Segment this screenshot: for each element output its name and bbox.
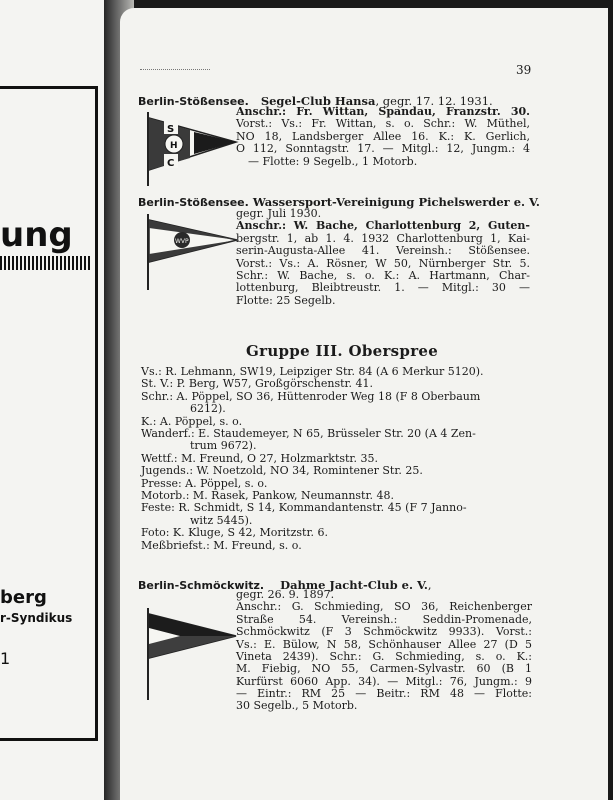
left-page-fragment-3: 1 (0, 649, 11, 668)
roster-line-15: Meßbriefst.: M. Freund, s. o. (141, 538, 302, 552)
roster-line-8: Wettf.: M. Freund, O 27, Holzmarktstr. 35. (141, 451, 378, 465)
roster-line-3: Schr.: A. Pöppel, SO 36, Hüttenroder Weg 18 (F 8 Oberbaum (141, 389, 481, 403)
roster-line-5: K.: A. Pöppel, s. o. (141, 414, 243, 428)
club1-burgee-flag (140, 108, 240, 188)
roster-line-12: Feste: R. Schmidt, S 14, Kommandantenstr. 45 (F 7 Janno- (141, 501, 467, 515)
club1-line-3: NO 18, Landsberger Allee 16. K.: K. Gerlich, (236, 129, 530, 143)
group-title: Gruppe III. Oberspree (246, 342, 439, 360)
club3-line-3: Straße 54. Vereinsh.: Seddin-Promenade, (236, 612, 532, 626)
club1-flag-letter-c: C (167, 158, 175, 169)
club3-name: Dahme Jacht-Club e. V. (280, 578, 428, 592)
club3-name-suffix: , (427, 578, 432, 592)
club3-line-4: Schmöckwitz (F 3 Schmöckwitz 9933). Vorst.: (236, 625, 532, 639)
club3-line-5: Vs.: E. Bülow, N 58, Schönhauser Allee 27 (D 5 (236, 637, 532, 651)
pencil-mark (140, 69, 210, 71)
club3-burgee-flag (140, 606, 240, 702)
club1-founded: , gegr. 17. 12. 1931. (375, 94, 493, 108)
club3-place: Berlin-Schmöckwitz. (138, 579, 265, 592)
club2-flag-monogram: WVP (175, 238, 189, 245)
club3-line-2: Anschr.: G. Schmieding, SO 36, Reichenberger (236, 600, 532, 614)
left-facing-page (0, 0, 104, 800)
club2-line-1: gegr. Juli 1930. (236, 207, 322, 220)
page-number: 39 (516, 63, 532, 77)
group-roster (141, 366, 537, 552)
club1-line-4: O 112, Sonntagstr. 17. — Mitgl.: 12, Jungm.: 4 (236, 142, 530, 156)
club3-details-end (236, 700, 532, 712)
club1-flag-letter-s: S (167, 124, 175, 135)
roster-line-11: Motorb.: M. Rasek, Pankow, Neumannstr. 48. (141, 489, 395, 503)
roster-line-9: Jugends.: W. Noetzold, NO 34, Romintener Str. 25. (141, 464, 423, 478)
club3-line-8: Kurfürst 6060 App. 34). — Mitgl.: 76, Jungm.: 9 (236, 674, 532, 688)
club2-line-4: serin-Augusta-Allee 41. Vereinsh.: Stößensee. (236, 244, 530, 258)
club3-line-7: M. Fiebig, NO 55, Carmen-Sylvastr. 60 (B 1 (236, 662, 532, 676)
club2-line-6: Schr.: W. Bache, s. o. K.: A. Hartmann, Char- (236, 269, 530, 283)
club2-line (236, 220, 530, 232)
roster-line-10: Presse: A. Pöppel, s. o. (141, 476, 268, 490)
club2-line-3: bergstr. 1, ab 1. 4. 1932 Charlottenburg 1, Kai- (236, 231, 530, 245)
roster-line-7: trum 9672). (190, 439, 257, 453)
roster-line-4: 6212). (190, 402, 226, 416)
club2-place: Berlin-Stößensee. (138, 196, 249, 209)
roster-line-2: St. V.: P. Berg, W57, Großgörschenstr. 41. (141, 377, 374, 391)
club2-line-8: Flotte: 25 Segelb. (236, 293, 336, 307)
club3-line-10: 30 Segelb., 5 Motorb. (236, 699, 358, 712)
left-page-frame (0, 86, 98, 741)
club1-line-1: Anschr.: Fr. Wittan, Spandau, Franzstr. 30. (236, 105, 530, 118)
club1-line-2: Vorst.: Vs.: Fr. Wittan, s. o. Schr.: W. Müthel, (236, 117, 530, 131)
club3-line-1: gegr. 26. 9. 1897. (236, 588, 335, 601)
club2-line-5: Vorst.: Vs.: A. Rösner, W 50, Nürnberger Str. 5. (236, 256, 530, 270)
club2-details (236, 208, 530, 307)
roster-line-1: Vs.: R. Lehmann, SW19, Leipziger Str. 84 (A 6 Merkur 5120). (141, 365, 484, 378)
left-page-fragment-1: berg (0, 587, 47, 608)
club1-place: Berlin-Stößensee. (138, 95, 249, 108)
club1-name: Segel-Club Hansa (260, 94, 376, 108)
club2-line-2: Anschr.: W. Bache, Charlottenburg 2, Guten- (236, 219, 530, 233)
club3-line-6: Vineta 2439). Schr.: G. Schmieding, s. o. K.: (236, 650, 532, 664)
club3-details (236, 589, 532, 701)
club1-details (236, 106, 530, 168)
club1-flag-letter-h: H (170, 141, 178, 151)
left-page-fragment-2: r-Syndikus (0, 611, 73, 625)
club2-heading (138, 195, 540, 209)
club3-line-9: — Eintr.: RM 25 — Beitr.: RM 48 — Flotte: (236, 687, 532, 701)
roster-line-13: witz 5445). (190, 513, 253, 527)
roster-line-6: Wanderf.: E. Staudemeyer, N 65, Brüsseler Str. 20 (A 4 Zen- (141, 427, 476, 441)
left-page-heading-fragment: ung (0, 215, 73, 255)
roster-line-14: Foto: K. Kluge, S 42, Moritzstr. 6. (141, 526, 328, 540)
club2-line-7: lottenburg, Bleibtreustr. 1. — Mitgl.: 30 — (236, 281, 530, 295)
club1-line-5: — Flotte: 9 Segelb., 1 Motorb. (248, 154, 418, 168)
left-page-barcode-rule (0, 256, 92, 270)
club2-burgee-flag (140, 212, 240, 292)
club2-name: Wassersport-Vereinigung Pichelswerder e. V. (252, 195, 540, 209)
